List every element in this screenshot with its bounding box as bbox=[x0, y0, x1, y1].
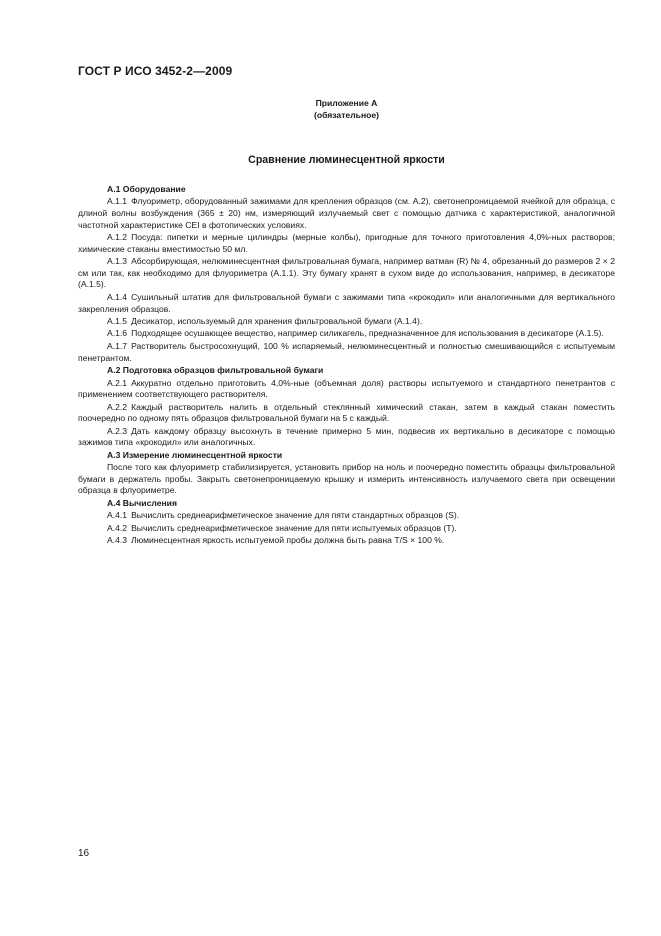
paragraph-text: А.4 Вычисления bbox=[107, 497, 177, 508]
paragraph-text: Десикатор, используемый для хранения фильтровальной бумаги (А.1.4). bbox=[131, 315, 423, 326]
clause-number: А.4.3 bbox=[107, 535, 128, 546]
annex-heading bbox=[0, 98, 661, 121]
clause-number: А.1.5 bbox=[107, 315, 128, 326]
clause-number: А.4.2 bbox=[107, 522, 128, 533]
paragraph bbox=[78, 523, 615, 535]
paragraph-text: Посуда: пипетки и мерные цилиндры (мерные колбы), пригодные для точного приготовления 4,0%-ных растворов; химические стаканы вместимостью 50 мл. bbox=[78, 232, 615, 254]
clause-number: А.1.2 bbox=[107, 232, 128, 243]
standard-code-header: ГОСТ Р ИСО 3452-2—2009 bbox=[78, 64, 233, 78]
paragraph bbox=[78, 292, 615, 315]
paragraph-text: Подходящее осушающее вещество, например силикагель, предназначенное для использования в десикаторе (А.1.5). bbox=[131, 328, 604, 339]
section-heading bbox=[78, 450, 615, 462]
paragraph-text: Дать каждому образцу высохнуть в течение примерно 5 мин, подвесив их вертикально в десикаторе с помощью зажимов типа «крокодил» или аналогичных. bbox=[78, 425, 615, 448]
paragraph bbox=[78, 196, 615, 231]
section-heading bbox=[78, 184, 615, 196]
paragraph-text: Растворитель быстросохнущий, 100 % испаряемый, нелюминесцентный и полностью смешивающийся с испытуемым пенетрантом. bbox=[78, 340, 615, 363]
paragraph-text: А.3 Измерение люминесцентной яркости bbox=[107, 449, 283, 460]
paragraph-text: Вычислить среднеарифметическое значение для пяти стандартных образцов (S). bbox=[131, 510, 460, 521]
annex-title: Приложение А bbox=[315, 98, 378, 108]
paragraph bbox=[78, 316, 615, 328]
clause-number: А.2.1 bbox=[107, 377, 128, 388]
paragraph-text: После того как флуориметр стабилизируется, установить прибор на ноль и поочередно поместить образцы фильтровальной бумаги в держатель пробы. Закрыть светонепроницаемую крышку и измерить интенсивность излучаемого света при освещении образца в флуориметре. bbox=[78, 462, 615, 496]
section-heading bbox=[78, 365, 615, 377]
paragraph-text: Люминесцентная яркость испытуемой пробы должна быть равна T/S × 100 %. bbox=[131, 535, 445, 546]
paragraph bbox=[78, 378, 615, 401]
section-title: Сравнение люминесцентной яркости bbox=[248, 154, 445, 166]
paragraph bbox=[78, 462, 615, 497]
section-heading bbox=[78, 498, 615, 510]
paragraph bbox=[78, 510, 615, 522]
document-body bbox=[78, 184, 615, 548]
page-number: 16 bbox=[78, 848, 90, 859]
paragraph bbox=[78, 232, 615, 255]
clause-number: А.1.3 bbox=[107, 256, 128, 267]
paragraph bbox=[78, 535, 615, 547]
paragraph bbox=[78, 426, 615, 449]
clause-number: А.1.4 bbox=[107, 291, 128, 302]
clause-number: А.1.1 bbox=[107, 196, 128, 207]
paragraph-text: Каждый растворитель налить в отдельный стеклянный химический стакан, затем в каждый стакан поместить поочередно по одному пять образцов фильтровальной бумаги на 5 с каждый. bbox=[78, 401, 615, 424]
paragraph-text: Сушильный штатив для фильтровальной бумаги с зажимами типа «крокодил» или аналогичными для вертикального закрепления образцов. bbox=[78, 291, 615, 314]
paragraph-text: Аккуратно отдельно приготовить 4,0%-ные (объемная доля) растворы испытуемого и стандартного пенетрантов с применением соответствующего растворителя. bbox=[78, 377, 615, 400]
paragraph-text: Флуориметр, оборудованный зажимами для крепления образцов (см. А.2), светонепроницаемой ячейкой для образца, с длиной волны возбуждения (365 ± 20) нм, измеряющий излучаемый свет с помощью датчика с характеристикой, аналогичной частотной характеристике CEI в фотопических условиях. bbox=[78, 196, 615, 230]
paragraph-text: Абсорбирующая, нелюминесцентная фильтровальная бумага, например ватман (R) № 4, обрезанный до размеров 2 × 2 см или так, как необходимо для флуориметра (А.1.1). Эту бумагу хранят в сухом виде до использования, например, в десикаторе (А.1.5). bbox=[78, 256, 615, 290]
clause-number: А.1.7 bbox=[107, 340, 128, 351]
annex-subtitle: (обязательное) bbox=[313, 109, 380, 120]
paragraph bbox=[78, 256, 615, 291]
paragraph bbox=[78, 328, 615, 340]
paragraph-text: Вычислить среднеарифметическое значение для пяти испытуемых образцов (Т). bbox=[131, 522, 457, 533]
paragraph-text: А.2 Подготовка образцов фильтровальной бумаги bbox=[107, 365, 324, 376]
clause-number: А.1.6 bbox=[107, 328, 128, 339]
paragraph bbox=[78, 341, 615, 364]
paragraph bbox=[78, 402, 615, 425]
paragraph-text: А.1 Оборудование bbox=[107, 184, 186, 194]
clause-number: А.2.3 bbox=[107, 425, 128, 436]
clause-number: А.4.1 bbox=[107, 510, 128, 521]
clause-number: А.2.2 bbox=[107, 401, 128, 412]
